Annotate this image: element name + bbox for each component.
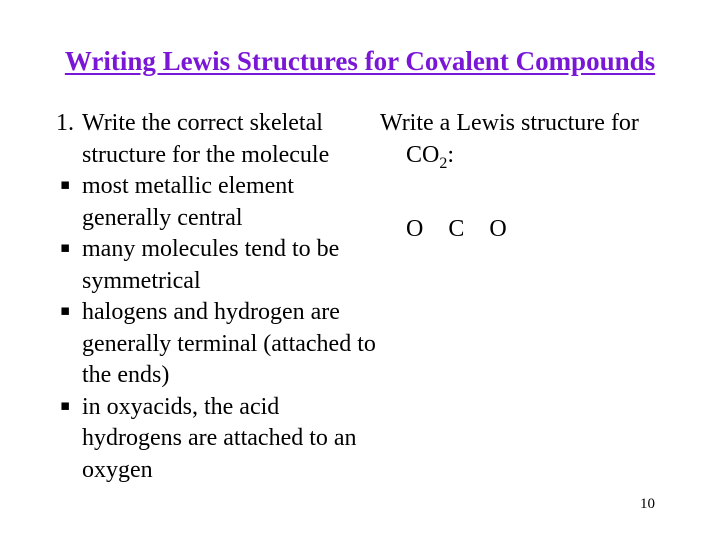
step-text: Write the correct skeletal structure for the molecule — [82, 110, 330, 168]
rule-item — [56, 171, 376, 234]
rule-text: most metallic element generally central — [82, 173, 294, 231]
rule-item — [56, 234, 376, 297]
rule-item — [56, 392, 376, 487]
rule-item — [56, 297, 376, 392]
rule-text: in oxyacids, the acid hydrogens are attached to an oxygen — [82, 393, 357, 483]
rules-list — [56, 171, 376, 486]
page-number: 10 — [640, 496, 655, 512]
square-bullet-icon: ▪ — [60, 175, 71, 193]
formula-suffix: : — [447, 141, 455, 168]
exercise-prompt: Write a Lewis structure for — [380, 110, 639, 136]
atom-carbon: C — [448, 216, 465, 242]
square-bullet-icon: ▪ — [60, 395, 71, 414]
square-bullet-icon: ▪ — [60, 301, 71, 319]
atom-oxygen-right: O — [489, 216, 507, 242]
rule-text: halogens and hydrogen are generally terminal (attached to the ends) — [82, 299, 376, 388]
slide-title: Writing Lewis Structures for Covalent Compounds — [64, 46, 656, 76]
atom-oxygen-left: O — [406, 216, 424, 242]
exercise-column — [380, 108, 700, 171]
square-bullet-icon: ▪ — [60, 238, 71, 256]
step-number: 1. — [56, 110, 74, 136]
instructions-column — [56, 108, 376, 486]
step-item — [56, 108, 376, 171]
skeletal-atoms — [406, 214, 507, 246]
exercise-formula — [380, 140, 700, 172]
formula-subscript: 2 — [439, 154, 448, 172]
formula-prefix: CO — [406, 141, 440, 168]
rule-text: many molecules tend to be symmetrical — [82, 236, 340, 294]
